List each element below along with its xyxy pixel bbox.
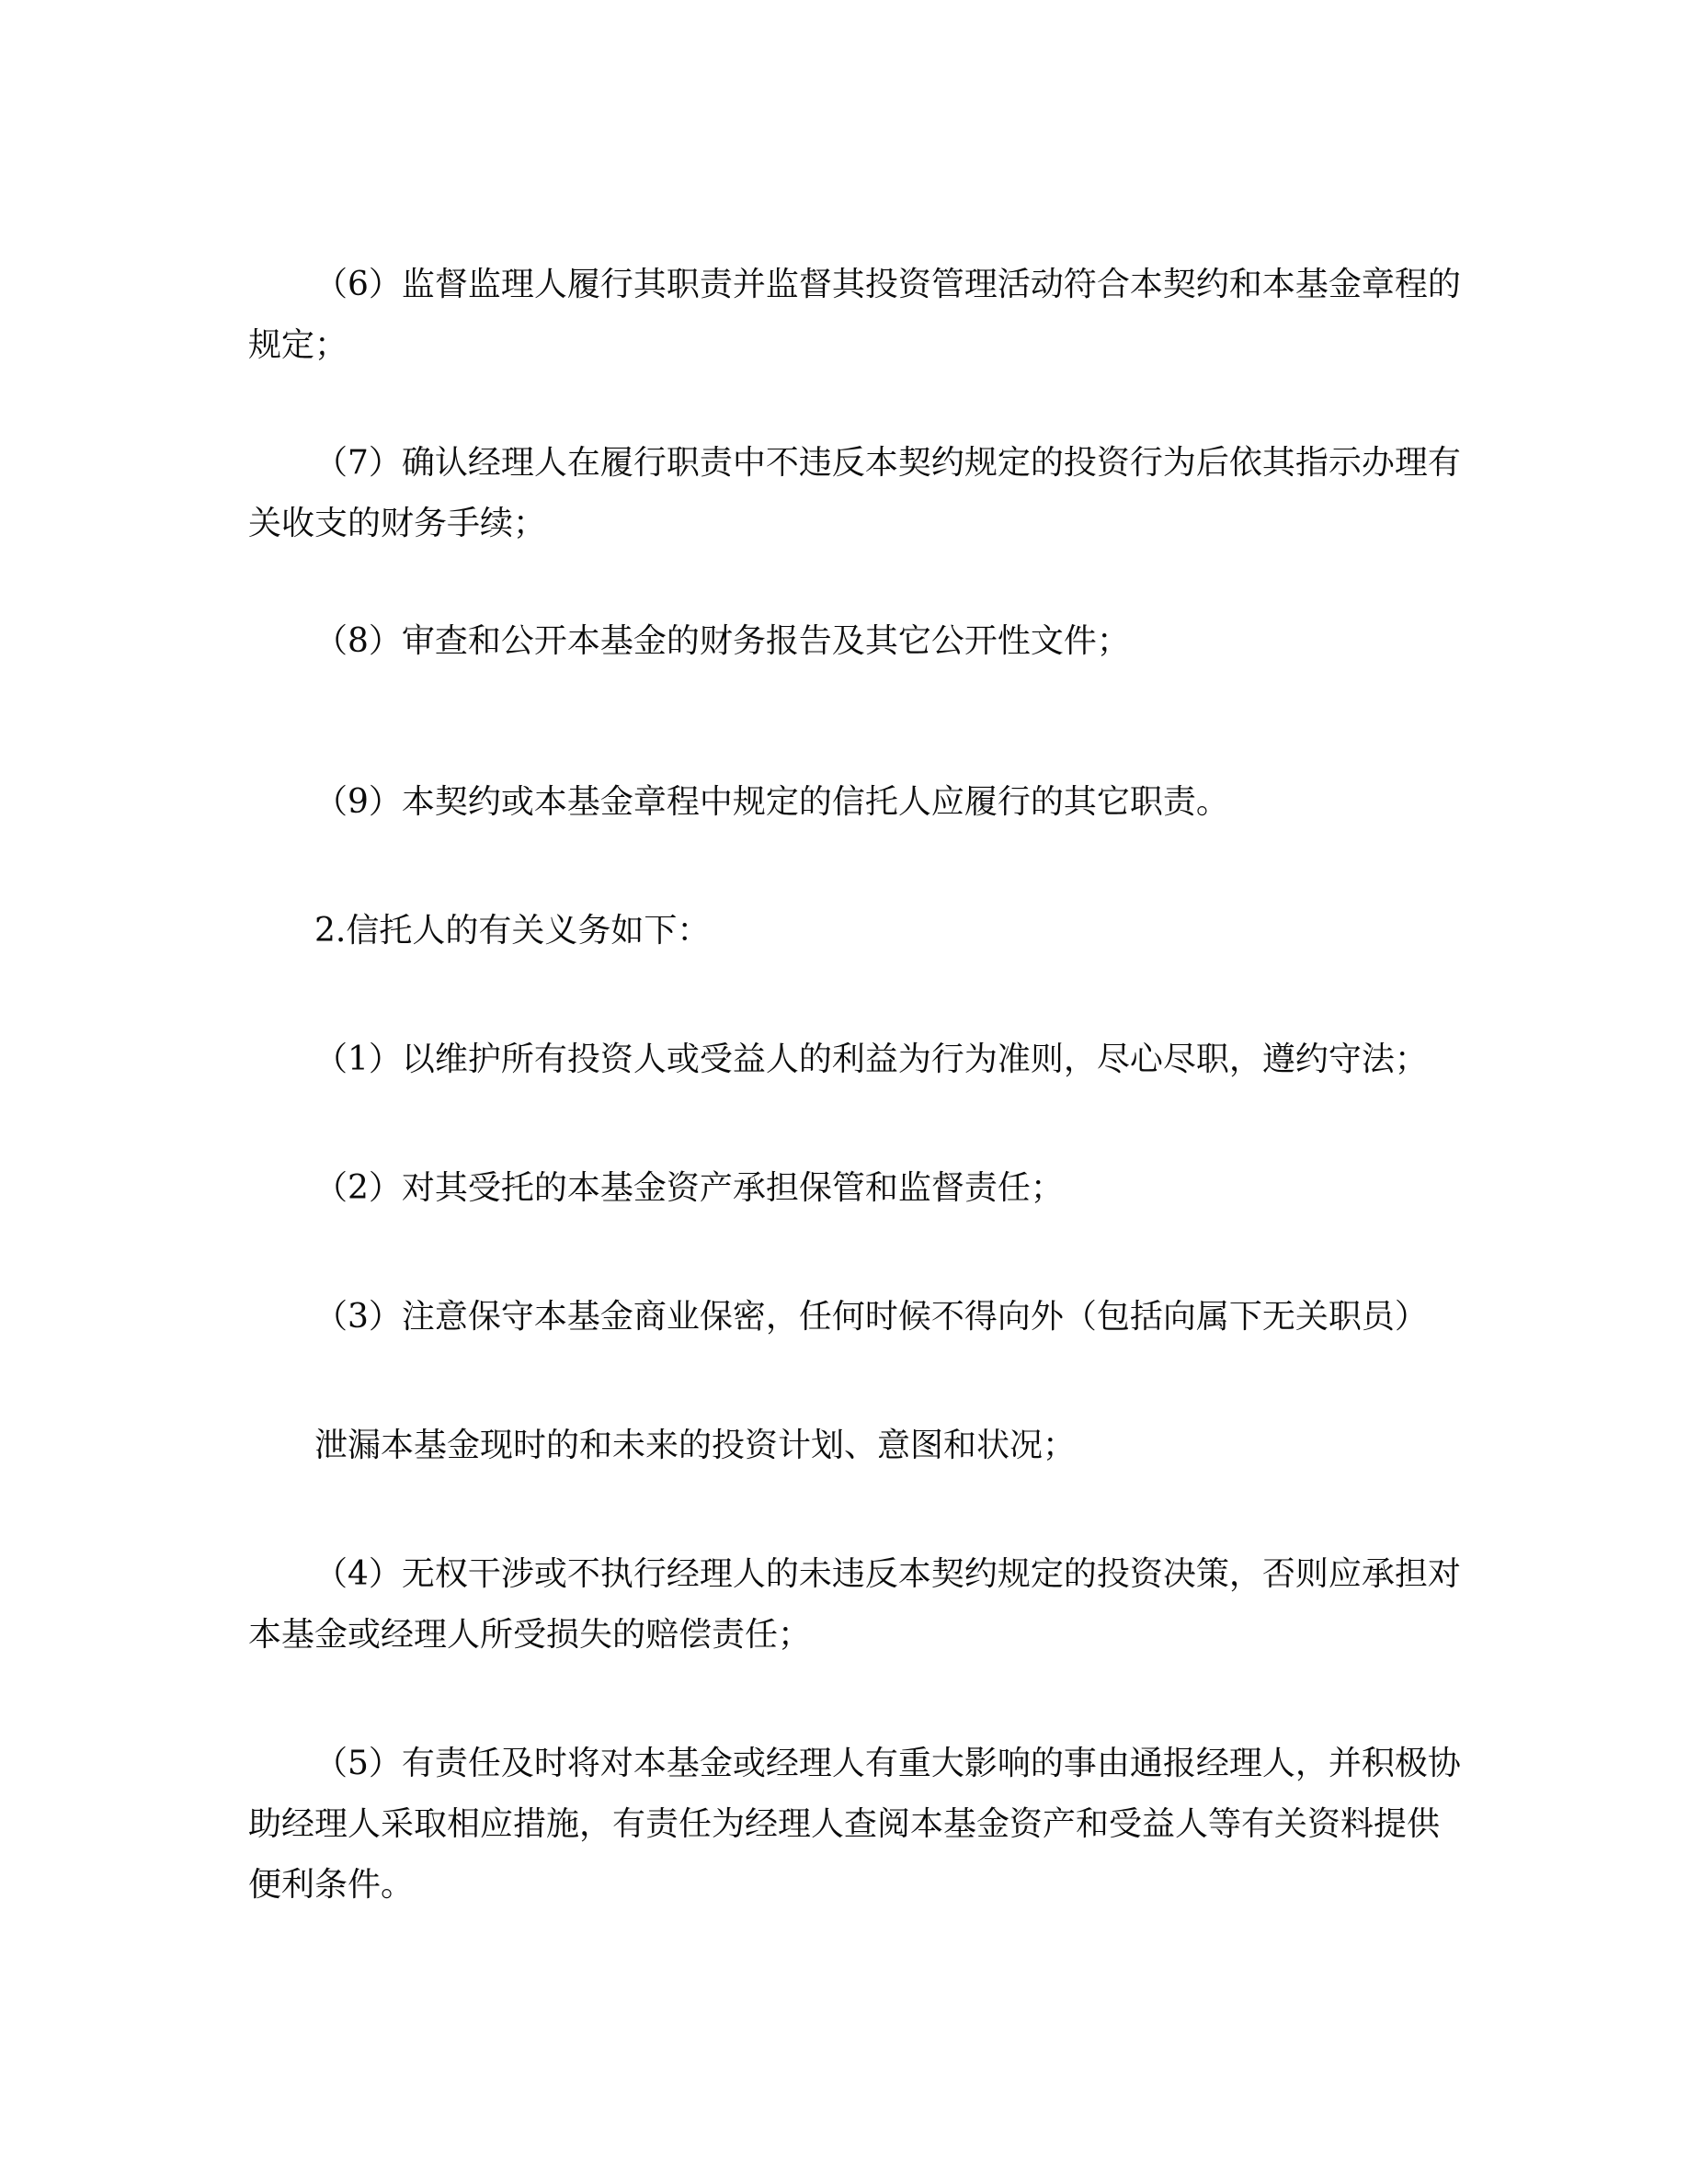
text-line: 2.信托人的有关义务如下： (314, 912, 711, 950)
text-line: （6）监督监理人履行其职责并监督其投资管理活动符合本契约和本基金章程的 (314, 266, 1461, 303)
text-line: （4）无权干涉或不执行经理人的未违反本契约规定的投资决策，否则应承担对 (314, 1555, 1461, 1593)
text-line: （1）以维护所有投资人或受益人的利益为行为准则，尽心尽职，遵约守法； (314, 1041, 1428, 1078)
text-line: （9）本契约或本基金章程中规定的信托人应履行的其它职责。 (314, 783, 1229, 821)
text-line: （5）有责任及时将对本基金或经理人有重大影响的事由通报经理人，并积极协 (314, 1745, 1461, 1782)
text-line: 便利条件。 (248, 1866, 415, 1904)
text-line: （3）注意保守本基金商业保密，任何时候不得向外（包括向属下无关职员） (314, 1298, 1428, 1336)
text-line: 关收支的财务手续； (248, 505, 547, 542)
text-line: 本基金或经理人所受损失的赔偿责任； (248, 1616, 812, 1654)
text-line: 助经理人采取相应措施，有责任为经理人查阅本基金资产和受益人等有关资料提供 (248, 1805, 1441, 1843)
text-line: 规定； (248, 326, 348, 364)
text-line: 泄漏本基金现时的和未来的投资计划、意图和状况； (314, 1427, 1077, 1464)
text-line: （2）对其受托的本基金资产承担保管和监督责任； (314, 1169, 1064, 1207)
text-line: （8）审查和公开本基金的财务报告及其它公开性文件； (314, 622, 1130, 660)
text-line: （7）确认经理人在履行职责中不违反本契约规定的投资行为后依其指示办理有 (314, 444, 1461, 482)
